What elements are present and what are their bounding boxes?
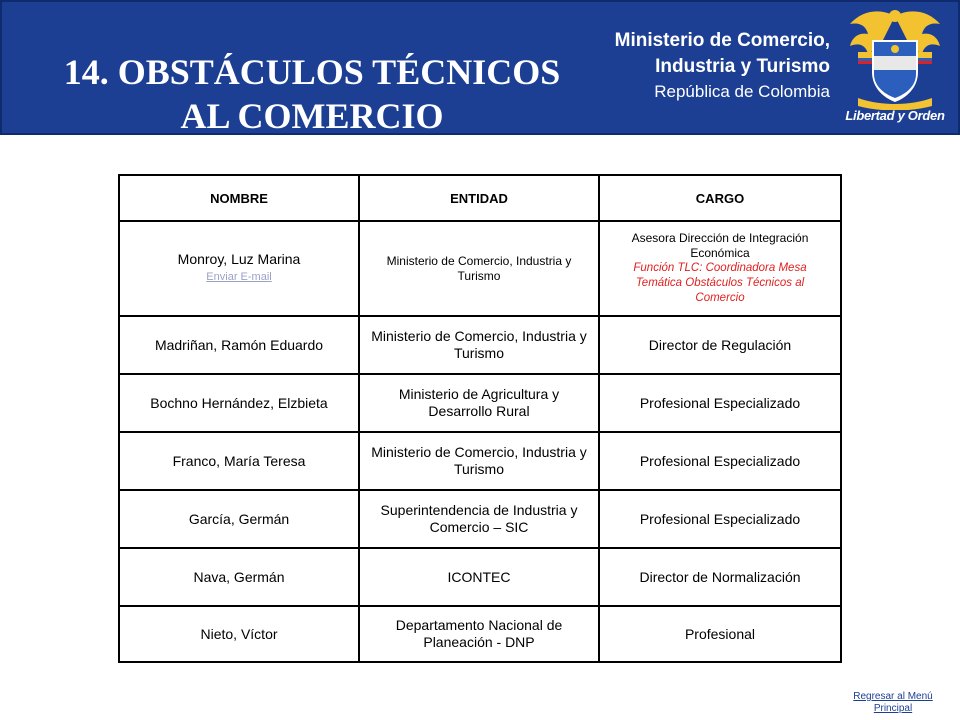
back-to-main-menu-link[interactable] — [848, 691, 938, 715]
cell-cargo: Director de Normalización — [599, 548, 841, 606]
cell-entity: Ministerio de Agricultura y Desarrollo Rural — [359, 374, 599, 432]
table-row — [119, 432, 841, 490]
column-header-cargo: CARGO — [599, 175, 841, 221]
cell-entity: Ministerio de Comercio, Industria y Turismo — [359, 316, 599, 374]
cargo-note: Función TLC: Coordinadora Mesa Temática Obstáculos Técnicos al Comercio — [633, 262, 807, 304]
cell-name: Franco, María Teresa — [119, 432, 359, 490]
send-email-link[interactable]: Enviar E-mail — [206, 271, 272, 283]
ministry-line-2: Industria y Turismo — [655, 56, 830, 77]
page-title-line-1: 14. OBSTÁCULOS TÉCNICOS — [63, 52, 561, 92]
cell-name: Nava, Germán — [119, 548, 359, 606]
cell-entity: Ministerio de Comercio, Industria y Turismo — [359, 432, 599, 490]
table-row — [119, 490, 841, 548]
cargo-title: Asesora Dirección de Integración Económica — [631, 231, 809, 260]
page-title-line-2: AL COMERCIO — [180, 96, 444, 136]
table-row — [119, 374, 841, 432]
cell-name — [119, 221, 359, 316]
back-link-line-1: Regresar al Menú — [853, 691, 933, 702]
column-header-nombre: NOMBRE — [119, 175, 359, 221]
cell-cargo: Profesional Especializado — [599, 432, 841, 490]
cell-entity: ICONTEC — [359, 548, 599, 606]
table-row — [119, 221, 841, 316]
cell-entity: Ministerio de Comercio, Industria y Turismo — [359, 221, 599, 316]
coat-of-arms-icon — [840, 6, 950, 110]
page-title — [2, 50, 622, 138]
cell-cargo: Profesional — [599, 606, 841, 662]
cell-cargo: Profesional Especializado — [599, 374, 841, 432]
table-row — [119, 316, 841, 374]
ministry-line-1: Ministerio de Comercio, — [614, 30, 830, 51]
cell-cargo: Director de Regulación — [599, 316, 841, 374]
table-row — [119, 548, 841, 606]
cell-entity: Superintendencia de Industria y Comercio – SIC — [359, 490, 599, 548]
cell-name: Madriñan, Ramón Eduardo — [119, 316, 359, 374]
table-row — [119, 606, 841, 662]
ministry-block — [615, 28, 830, 104]
contacts-table-wrapper — [118, 174, 840, 663]
cell-cargo — [599, 221, 841, 316]
logo-motto: Libertad y Orden — [845, 108, 945, 123]
back-link-line-2: Principal — [873, 703, 913, 714]
table-header-row — [119, 175, 841, 221]
ministry-line-3: República de Colombia — [654, 82, 830, 101]
cell-name: Nieto, Víctor — [119, 606, 359, 662]
person-name: Monroy, Luz Marina — [177, 251, 301, 267]
cell-name: Bochno Hernández, Elzbieta — [119, 374, 359, 432]
cell-cargo: Profesional Especializado — [599, 490, 841, 548]
contacts-table — [118, 174, 842, 663]
header-band — [0, 0, 960, 135]
column-header-entidad: ENTIDAD — [359, 175, 599, 221]
cell-entity: Departamento Nacional de Planeación - DNP — [359, 606, 599, 662]
cell-name: García, Germán — [119, 490, 359, 548]
